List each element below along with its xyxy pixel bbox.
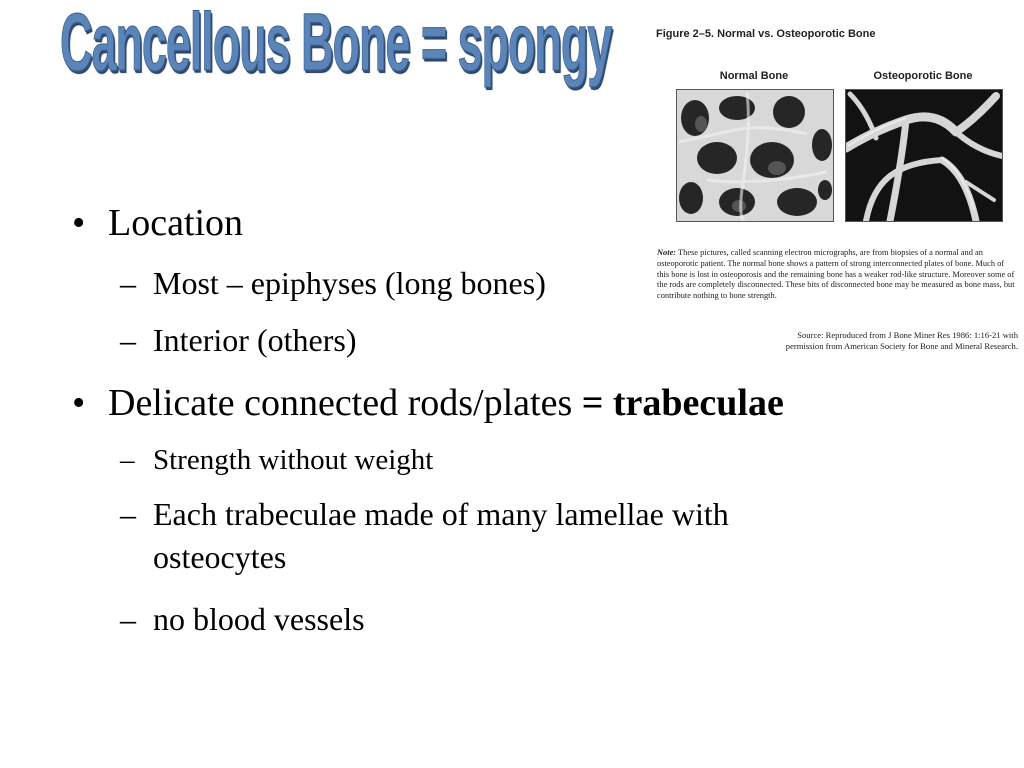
subbullet-text: no blood vessels <box>153 601 365 637</box>
subbullet-text: Each trabeculae made of many lamellae with <box>153 496 729 532</box>
figure-caption: Figure 2–5. Normal vs. Osteoporotic Bone <box>656 28 876 40</box>
source-line-1: Source: Reproduced from J Bone Miner Res 1986: 1:16-21 with <box>797 330 1018 340</box>
micrograph-osteoporotic-bone <box>845 89 1003 222</box>
note-text: These pictures, called scanning electron micrographs, are from biopsies of a normal and an osteoporotic patient. The normal bone shows a pattern of strong interconnected plates of bone. Much of this bone is lost in osteoporosis and the remaining bone has a weaker rod-like structure. Moreover some of the rods are completely disconnected. These bits of disconnected bone may be measured as bone mass, but contribute nothing to bone strength. <box>657 248 1015 301</box>
figure-normal-vs-osteoporotic <box>652 24 1024 364</box>
micrograph-normal-bone <box>676 89 834 222</box>
bullet-text: Location <box>108 202 244 244</box>
subbullet-text: Strength without weight <box>153 444 434 476</box>
label-normal-bone: Normal Bone <box>719 70 789 82</box>
bullet-marker: • <box>72 202 86 244</box>
label-osteoporotic-bone: Osteoporotic Bone <box>873 70 973 82</box>
figure-source <box>748 330 1018 352</box>
note-label: Note: <box>657 248 677 257</box>
bullet-text-bold: = trabeculae <box>581 382 784 424</box>
dash-marker: – <box>120 322 136 358</box>
source-line-2: permission from American Society for Bone and Mineral Research. <box>785 341 1018 351</box>
figure-note <box>657 248 1015 302</box>
subbullet-text: Most – epiphyses (long bones) <box>153 265 546 301</box>
subbullet-text: Interior (others) <box>153 322 357 358</box>
dash-marker: – <box>120 496 136 532</box>
dash-marker: – <box>120 265 136 301</box>
bullet-text-plain: Delicate connected rods/plates <box>108 382 582 424</box>
subbullet-text-continued: osteocytes <box>153 539 287 575</box>
slide-title: Cancellous Bone = spongy <box>60 0 612 88</box>
bullet-text <box>108 381 784 425</box>
bullet-marker: • <box>72 382 86 424</box>
dash-marker: – <box>120 601 136 637</box>
dash-marker: – <box>120 444 135 476</box>
